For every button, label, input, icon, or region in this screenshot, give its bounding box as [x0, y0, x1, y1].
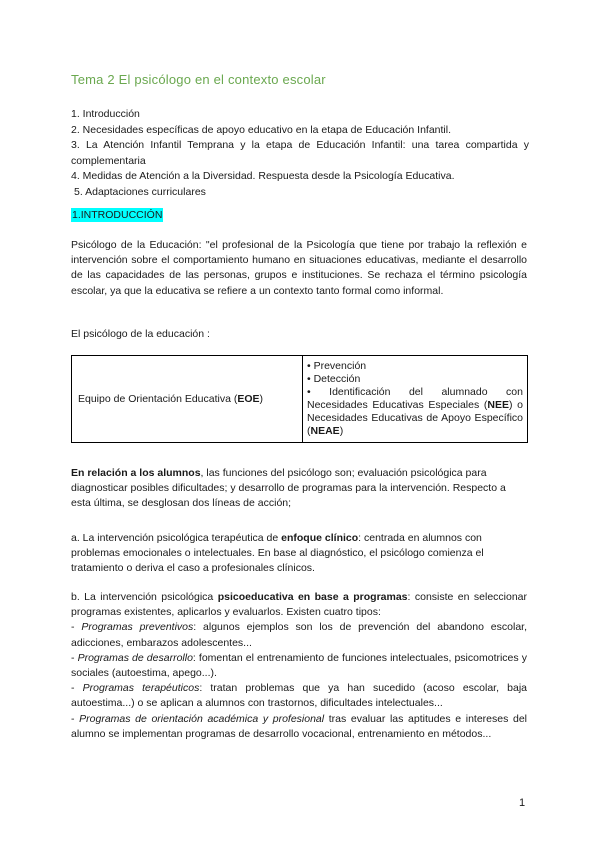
bullet-detection: • Detección — [307, 373, 361, 385]
table-of-contents — [71, 107, 529, 200]
program-item: - Programas terapéuticos: tratan problemas que ya han sucedido (acoso escolar, baja autoestima...) o se aplican a alumnos con trastornos, dificultades intelectuales... — [71, 682, 527, 710]
programs-paragraph — [71, 590, 527, 742]
section-heading: 1.INTRODUCCIÓN — [72, 209, 163, 221]
toc-item: 3. La Atención Infantil Temprana y la etapa de Educación Infantil: una tarea compartida y complementaria — [71, 139, 529, 167]
program-item: - Programas de desarrollo: fomentan el entrenamiento de funciones intelectuales, psicomotrices y sociales (autoestima, apego...). — [71, 651, 527, 680]
programs-intro: b. La intervención psicológica psicoeducativa en base a programas: consiste en seleccionar programas existentes, aplicarlos y evaluarlos. Existen cuatro tipos: — [71, 591, 528, 619]
clinical-paragraph: a. La intervención psicológica terapéutica de enfoque clínico: centrada en alumnos con problemas emocionales o intelectuales. En base al diagnóstico, el psicólogo comienza el tratamiento o deriva el caso a profesionales clínicos. — [71, 532, 484, 575]
toc-item: 5. Adaptaciones curriculares — [74, 185, 206, 198]
page-title: Tema 2 El psicólogo en el contexto escolar — [71, 72, 326, 87]
program-item: - Programas preventivos: algunos ejemplos son los de prevención del abandono escolar, adicciones, embarazos adolescentes... — [71, 621, 527, 649]
bullet-prevention: • Prevención — [307, 360, 367, 372]
page-number: 1 — [519, 797, 526, 809]
table-intro: El psicólogo de la educación : — [71, 328, 210, 340]
table-cell-team: Equipo de Orientación Educativa (EOE) — [72, 356, 303, 443]
table-row — [72, 356, 528, 443]
students-paragraph: En relación a los alumnos, las funciones del psicólogo son; evaluación psicológica para diagnosticar posibles dificultades; y desarrollo de programas para la intervención. Respecto a esta última, se desglosan dos líneas de acción; — [71, 467, 506, 510]
table-cell-functions — [303, 356, 528, 443]
toc-item: 1. Introducción — [71, 108, 140, 120]
toc-item: 2. Necesidades específicas de apoyo educativo en la etapa de Educación Infantil. — [71, 123, 452, 136]
program-item: - Programas de orientación académica y profesional tras evaluar las aptitudes e intereses del alumno se implementan programas de desarrollo vocacional, entrenamiento en métodos... — [71, 712, 527, 740]
definition-paragraph: Psicólogo de la Educación: "el profesional de la Psicología que tiene por trabajo la reflexión e intervención sobre el comportamiento humano en situaciones educativas, mediante el desarrollo de las capacidades de las personas, grupos e instituciones. Se rechaza el término psicología escolar, ya que la educativa se refiere a un contexto tanto formal como informal. — [71, 239, 527, 297]
functions-table — [71, 355, 528, 443]
bullet-identification: • Identificación del alumnado con Necesidades Educativas Especiales (NEE) o Necesidades Educativas de Apoyo Específico (NEAE) — [307, 386, 523, 437]
toc-item: 4. Medidas de Atención a la Diversidad. Respuesta desde la Psicología Educativa. — [71, 170, 455, 182]
